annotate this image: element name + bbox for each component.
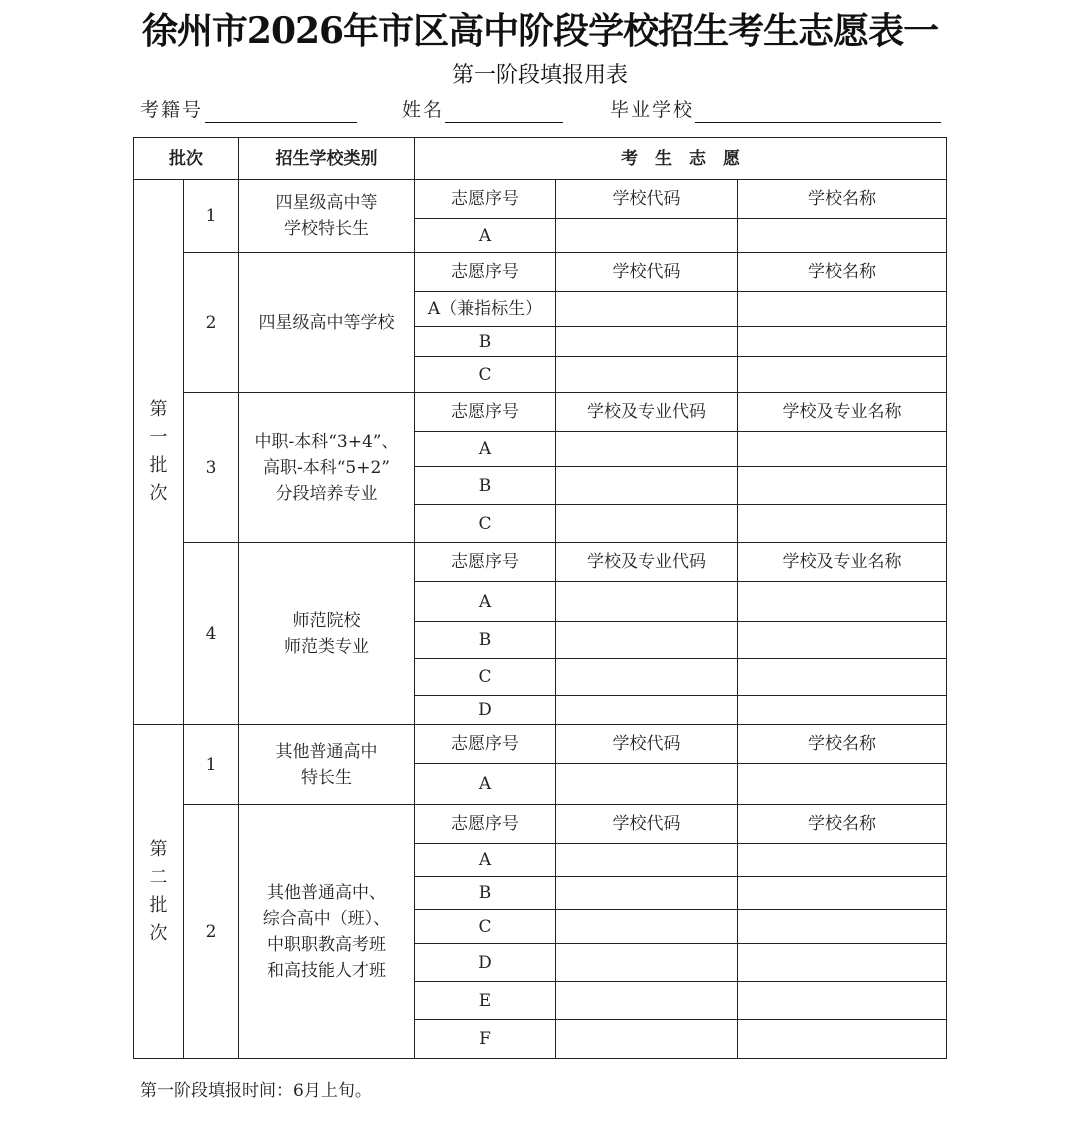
school-code-cell[interactable]: [556, 944, 738, 982]
school-category: 四星级高中等 学校特长生: [239, 180, 415, 253]
school-name-cell[interactable]: [738, 622, 947, 659]
school-name-cell[interactable]: [738, 467, 947, 505]
batch-label: [134, 180, 184, 725]
column-header: 学校及专业名称: [738, 543, 947, 582]
preference-seq: C: [415, 659, 556, 696]
school-field[interactable]: [695, 122, 941, 123]
school-code-cell[interactable]: [556, 505, 738, 543]
group-header-row: [134, 805, 947, 844]
school-code-cell[interactable]: [556, 910, 738, 944]
column-header: 志愿序号: [415, 725, 556, 764]
school-code-cell[interactable]: [556, 582, 738, 622]
footnote: 第一阶段填报时间：6月上旬。: [140, 1081, 372, 1101]
preference-seq: A: [415, 432, 556, 467]
column-header: 学校代码: [556, 253, 738, 292]
school-name-cell[interactable]: [738, 764, 947, 805]
group-header-row: [134, 543, 947, 582]
school-code-cell[interactable]: [556, 844, 738, 877]
school-code-cell[interactable]: [556, 1020, 738, 1059]
group-index: 3: [184, 393, 239, 543]
preference-seq: B: [415, 327, 556, 357]
school-label: 毕业学校: [610, 99, 695, 121]
preference-seq: C: [415, 357, 556, 393]
school-code-cell[interactable]: [556, 357, 738, 393]
column-header: 志愿序号: [415, 393, 556, 432]
school-name-cell[interactable]: [738, 505, 947, 543]
group-index: 4: [184, 543, 239, 725]
group-header-row: [134, 253, 947, 292]
school-code-cell[interactable]: [556, 292, 738, 327]
school-code-cell[interactable]: [556, 432, 738, 467]
column-header: 学校及专业代码: [556, 393, 738, 432]
school-code-cell[interactable]: [556, 764, 738, 805]
school-category: 中职-本科“3+4”、 高职-本科“5+2” 分段培养专业: [239, 393, 415, 543]
group-index: 1: [184, 725, 239, 805]
name-field[interactable]: [445, 122, 563, 123]
school-name-cell[interactable]: [738, 432, 947, 467]
school-name-cell[interactable]: [738, 327, 947, 357]
preference-seq: C: [415, 910, 556, 944]
column-header: 学校及专业名称: [738, 393, 947, 432]
header-row: [134, 138, 947, 180]
school-name-cell[interactable]: [738, 877, 947, 910]
school-code-cell[interactable]: [556, 622, 738, 659]
school-code-cell[interactable]: [556, 982, 738, 1020]
preference-seq: E: [415, 982, 556, 1020]
column-header: 学校代码: [556, 725, 738, 764]
preference-seq: A: [415, 219, 556, 253]
school-name-cell[interactable]: [738, 944, 947, 982]
column-header: 学校名称: [738, 253, 947, 292]
column-header: 学校名称: [738, 180, 947, 219]
header-batch: 批次: [134, 138, 239, 180]
preference-seq: B: [415, 467, 556, 505]
preference-seq: F: [415, 1020, 556, 1059]
school-code-cell[interactable]: [556, 467, 738, 505]
preference-seq: D: [415, 696, 556, 725]
column-header: 志愿序号: [415, 253, 556, 292]
batch-label: [134, 725, 184, 1059]
school-category: 其他普通高中、 综合高中（班）、 中职职教高考班 和高技能人才班: [239, 805, 415, 1059]
column-header: 学校代码: [556, 805, 738, 844]
group-header-row: [134, 180, 947, 219]
school-category: 师范院校 师范类专业: [239, 543, 415, 725]
batch-label-text: 第二批次: [149, 838, 168, 944]
preference-seq: B: [415, 622, 556, 659]
school-name-cell[interactable]: [738, 982, 947, 1020]
school-name-cell[interactable]: [738, 1020, 947, 1059]
school-name-cell[interactable]: [738, 659, 947, 696]
school-name-cell[interactable]: [738, 292, 947, 327]
school-name-cell[interactable]: [738, 910, 947, 944]
school-code-cell[interactable]: [556, 696, 738, 725]
group-header-row: [134, 393, 947, 432]
school-name-cell[interactable]: [738, 219, 947, 253]
column-header: 学校名称: [738, 805, 947, 844]
preference-seq: A: [415, 582, 556, 622]
form-title: 徐州市2026年市区高中阶段学校招生考生志愿表一: [141, 10, 939, 52]
school-name-cell[interactable]: [738, 696, 947, 725]
group-index: 2: [184, 253, 239, 393]
column-header: 学校代码: [556, 180, 738, 219]
preference-seq: A: [415, 844, 556, 877]
column-header: 学校及专业代码: [556, 543, 738, 582]
school-code-cell[interactable]: [556, 219, 738, 253]
column-header: 学校名称: [738, 725, 947, 764]
group-header-row: [134, 725, 947, 764]
school-name-cell[interactable]: [738, 582, 947, 622]
school-name-cell[interactable]: [738, 844, 947, 877]
column-header: 志愿序号: [415, 180, 556, 219]
header-category: 招生学校类别: [239, 138, 415, 180]
preference-table: [133, 137, 947, 1059]
header-preference: 考 生 志 愿: [415, 138, 947, 180]
school-code-cell[interactable]: [556, 659, 738, 696]
form-subtitle: 第一阶段填报用表: [451, 63, 628, 88]
exam-no-label: 考籍号: [140, 99, 204, 121]
school-category: 其他普通高中 特长生: [239, 725, 415, 805]
group-index: 1: [184, 180, 239, 253]
batch-label-text: 第一批次: [149, 399, 168, 504]
column-header: 志愿序号: [415, 805, 556, 844]
preference-seq: A（兼指标生）: [415, 292, 556, 327]
name-label: 姓名: [402, 99, 445, 121]
preference-seq: C: [415, 505, 556, 543]
preference-seq: D: [415, 944, 556, 982]
group-index: 2: [184, 805, 239, 1059]
column-header: 志愿序号: [415, 543, 556, 582]
school-code-cell[interactable]: [556, 877, 738, 910]
exam-no-field[interactable]: [205, 122, 357, 123]
school-name-cell[interactable]: [738, 357, 947, 393]
school-code-cell[interactable]: [556, 327, 738, 357]
school-category: 四星级高中等学校: [239, 253, 415, 393]
preference-seq: B: [415, 877, 556, 910]
preference-seq: A: [415, 764, 556, 805]
